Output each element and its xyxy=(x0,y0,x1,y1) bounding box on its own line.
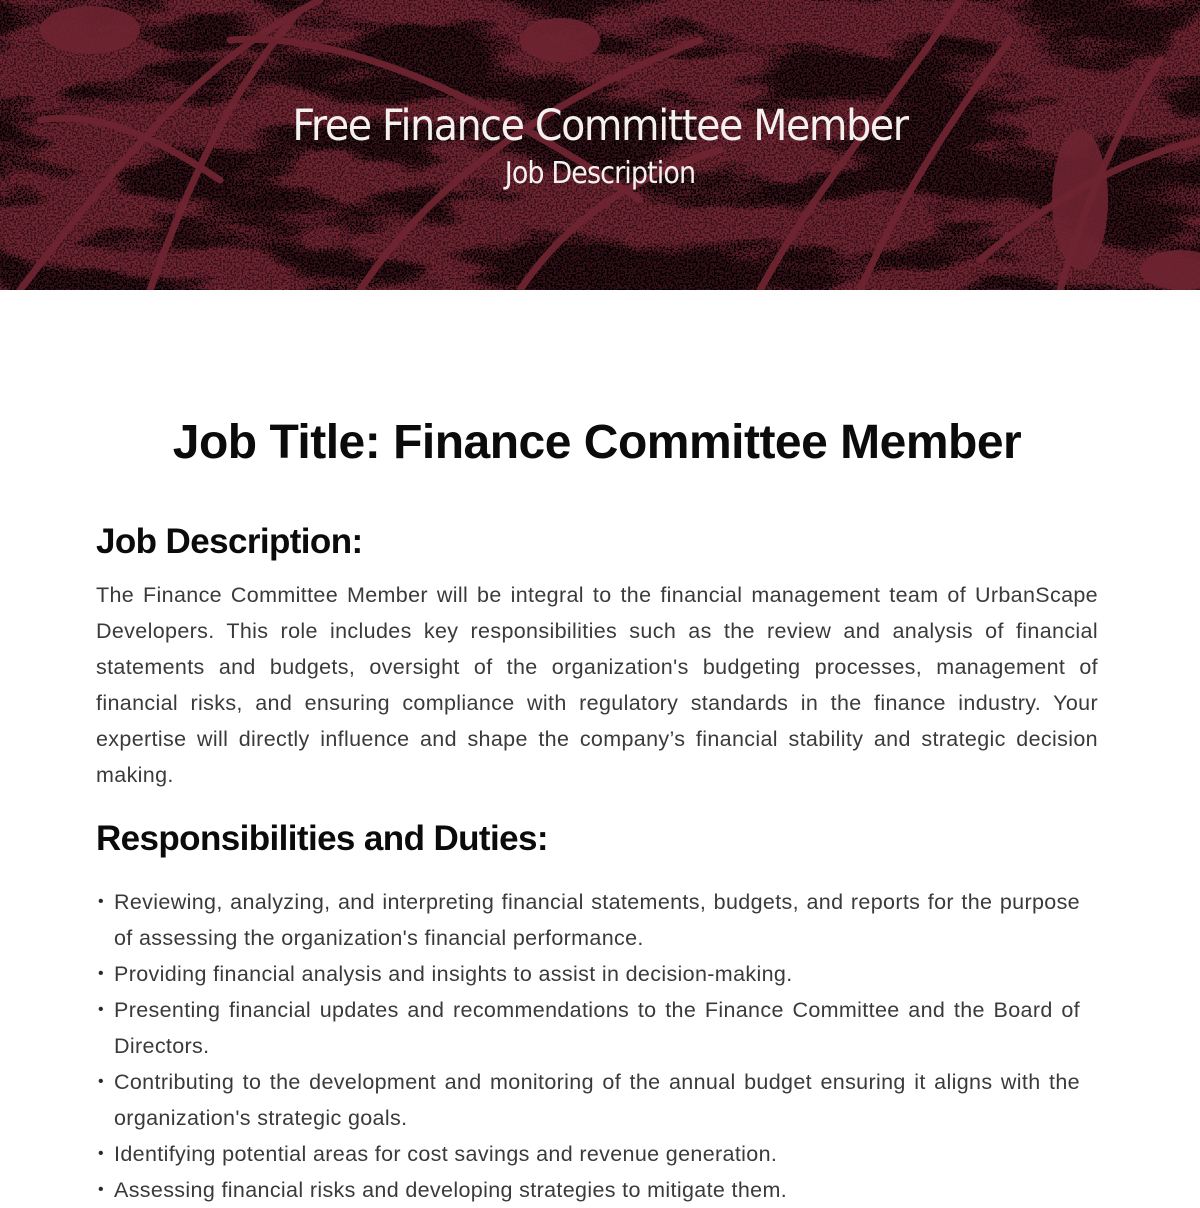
list-item-text: Providing financial analysis and insights to assist in decision-making. xyxy=(114,962,793,986)
list-item-text: Assessing financial risks and developing strategies to mitigate them. xyxy=(114,1178,788,1202)
list-item xyxy=(96,1136,1080,1172)
list-item-text: Identifying potential areas for cost savings and revenue generation. xyxy=(114,1142,778,1166)
bullet-icon: • xyxy=(98,1073,104,1090)
list-item-text: Contributing to the development and monitoring of the annual budget ensuring it aligns with the organization's strategic goals. xyxy=(114,1070,1080,1130)
responsibilities-list xyxy=(96,884,1080,1208)
job-description-heading: Job Description: xyxy=(96,522,363,561)
job-title-heading: Job Title: Finance Committee Member xyxy=(172,416,1022,469)
header-banner xyxy=(0,0,1200,290)
list-item xyxy=(96,1172,1080,1208)
list-item xyxy=(96,956,1080,992)
responsibilities-section xyxy=(96,816,1098,1208)
bullet-icon: • xyxy=(98,1145,104,1162)
list-item xyxy=(96,884,1080,956)
bullet-icon: • xyxy=(98,1181,104,1198)
job-description-paragraph: The Finance Committee Member will be integral to the financial management team of UrbanScape Developers. This role includes key responsibilities such as the review and analysis of financial statements and budgets, oversight of the organization's budgeting processes, management of financial risks, and ensuring compliance with regulatory standards in the finance industry. Your expertise will directly influence and shape the company’s financial stability and strategic decision making. xyxy=(96,583,1098,787)
bullet-icon: • xyxy=(98,1001,104,1018)
list-item-text: Reviewing, analyzing, and interpreting financial statements, budgets, and reports for the purpose of assessing the organization's financial performance. xyxy=(114,890,1080,950)
job-description-section xyxy=(96,519,1098,793)
bullet-icon: • xyxy=(98,893,104,910)
list-item xyxy=(96,1064,1080,1136)
banner-subtitle: Job Description xyxy=(504,156,696,191)
banner-title: Free Finance Committee Member xyxy=(292,101,908,151)
responsibilities-heading: Responsibilities and Duties: xyxy=(96,819,548,858)
document-body xyxy=(96,410,1098,1208)
list-item-text: Presenting financial updates and recommendations to the Finance Committee and the Board of Directors. xyxy=(114,998,1080,1058)
list-item xyxy=(96,992,1080,1064)
bullet-icon: • xyxy=(98,965,104,982)
